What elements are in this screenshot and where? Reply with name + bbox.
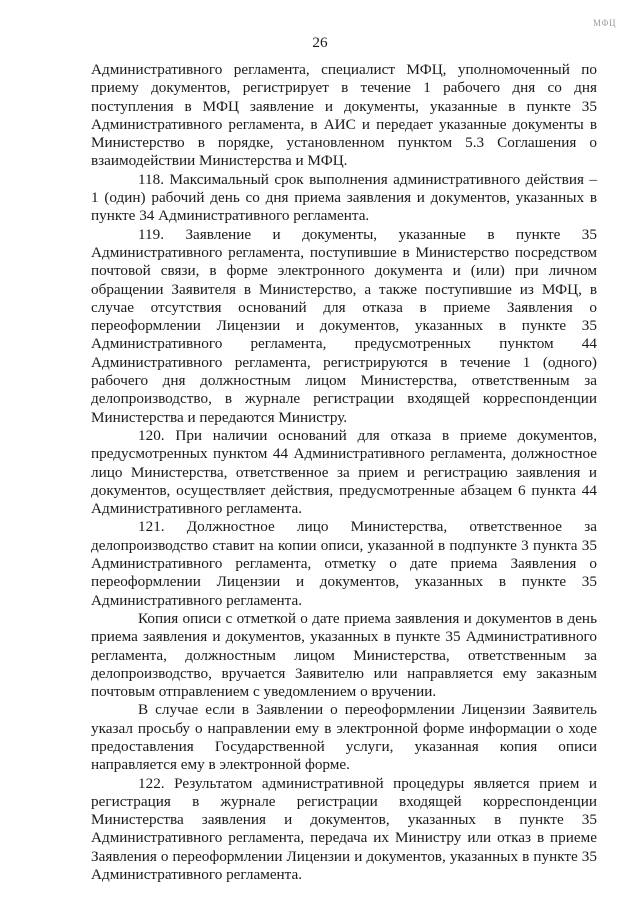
- paragraph-119: 119. Заявление и документы, указанные в пункте 35 Административного регламента, поступившие в Министерство посредством почтовой связи, в форме электронного документа и (или) при личном обращении Заявителя в Министерство, а также поступившие из МФЦ, в случае отсутствия оснований для отказа в приеме Заявления о переоформлении Лицензии и документов, указанных в пункте 35 Административного регламента, предусмотренных пунктом 44 Административного регламента, регистрируются в течение 1 (одного) рабочего дня должностным лицом Министерства, ответственным за делопроизводство, в журнале регистрации входящей корреспонденции Министерства и передаются Министру.: [91, 225, 597, 426]
- paragraph-118: 118. Максимальный срок выполнения административного действия – 1 (один) рабочий день со дня приема заявления и документов, указанных в пункте 34 Административного регламента.: [91, 170, 597, 225]
- page-number: 26: [312, 34, 328, 51]
- corner-mark: МФЦ: [593, 18, 616, 28]
- paragraph-copy-of-inventory: Копия описи с отметкой о дате приема заявления и документов в день приема заявления и документов, указанных в пункте 35 Административного регламента, должностным лицом Министерства, ответственным за делопроизводство, вручается Заявителю или направляется ему заказным почтовым отправлением с уведомлением о вручении.: [91, 609, 597, 701]
- paragraph-continuation: Административного регламента, специалист МФЦ, уполномоченный по приему документов, регистрирует в течение 1 рабочего дня со дня поступления в МФЦ заявление и документы, указанные в пункте 35 Административного регламента, в АИС и передает указанные документы в Министерство в порядке, установленном пунктом 5.3 Соглашения о взаимодействии Министерства и МФЦ.: [91, 61, 597, 170]
- paragraph-122: 122. Результатом административной процедуры является прием и регистрация в журнале регистрации входящей корреспонденции Министерства заявления и документов, указанных в пункте 35 Административного регламента, передача их Министру или отказ в приеме Заявления о переоформлении Лицензии и документов, указанных в пункте 35 Административного регламента.: [91, 774, 597, 884]
- paragraph-electronic-form: В случае если в Заявлении о переоформлении Лицензии Заявитель указал просьбу о направлении ему в электронной форме информации о ходе предоставления Государственной услуги, указанная копия описи направляется ему в электронной форме.: [91, 701, 597, 774]
- paragraph-121: 121. Должностное лицо Министерства, ответственное за делопроизводство ставит на копии описи, указанной в подпункте 3 пункта 35 Административного регламента, отметку о дате приема Заявления о переоформлении Лицензии и документов, указанных в пункте 35 Административного регламента.: [91, 518, 597, 609]
- document-body: [91, 61, 597, 884]
- paragraph-120: 120. При наличии оснований для отказа в приеме документов, предусмотренных пунктом 44 Административного регламента, должностное лицо Министерства, ответственное за прием и регистрацию заявления и документов, осуществляет действия, предусмотренные абзацем 6 пункта 44 Административного регламента.: [91, 426, 597, 518]
